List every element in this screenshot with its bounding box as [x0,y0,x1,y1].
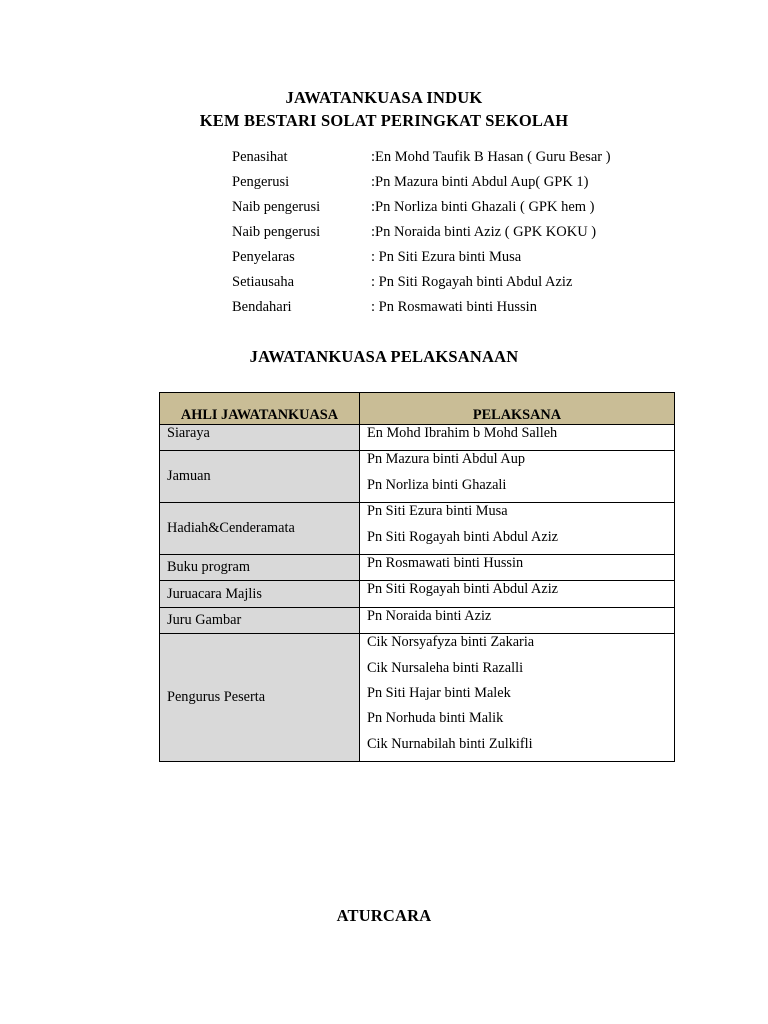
table-row [160,554,675,580]
column-header-executor: PELAKSANA [360,393,675,425]
executor-cell [360,607,675,633]
table-row [160,634,675,762]
committee-role: Juruacara Majlis [160,581,360,607]
executor-name: Cik Norsyafyza binti Zakaria [367,634,535,651]
officer-role: Naib pengerusi [232,224,321,240]
committee-role: Pengurus Peserta [160,634,360,762]
executor-cell [360,451,675,503]
executor-name: Pn Rosmawati binti Hussin [367,554,524,571]
committee-table [159,392,675,762]
executor-cell [360,554,675,580]
officer-role: Naib pengerusi [232,199,321,215]
table-row [160,425,675,451]
executor-name: Pn Norliza binti Ghazali [367,476,507,493]
executor-name: Pn Mazura binti Abdul Aup [367,451,526,468]
section-title-implementation: JAWATANKUASA PELAKSANAAN [249,347,519,366]
committee-role: Jamuan [160,451,360,503]
officer-role: Setiausaha [232,274,295,290]
executor-name: Pn Siti Rogayah binti Abdul Aziz [367,528,559,545]
main-subtitle: KEM BESTARI SOLAT PERINGKAT SEKOLAH [199,111,569,130]
officer-name: :Pn Norliza binti Ghazali ( GPK hem ) [371,199,595,215]
officer-name: :Pn Noraida binti Aziz ( GPK KOKU ) [371,224,597,240]
committee-role: Hadiah&Cenderamata [160,503,360,555]
officer-name: :En Mohd Taufik B Hasan ( Guru Besar ) [371,149,611,165]
executor-name: Pn Siti Rogayah binti Abdul Aziz [367,581,559,598]
table-row [160,581,675,607]
table-row [160,503,675,555]
executor-name: Cik Nursaleha binti Razalli [367,659,524,676]
executor-cell [360,634,675,762]
officer-name: :Pn Mazura binti Abdul Aup( GPK 1) [371,174,589,190]
committee-role: Siaraya [160,425,360,451]
table-header-row [160,393,675,425]
executor-name: Pn Siti Ezura binti Musa [367,503,508,520]
column-header-committee: AHLI JAWATANKUASA [160,393,360,425]
executor-cell [360,581,675,607]
officer-name: : Pn Rosmawati binti Hussin [371,299,537,315]
executor-name: Cik Nurnabilah binti Zulkifli [367,735,533,752]
officer-name: : Pn Siti Rogayah binti Abdul Aziz [371,274,573,290]
executor-name: En Mohd Ibrahim b Mohd Salleh [367,425,558,441]
executor-name: Pn Noraida binti Aziz [367,607,492,624]
table-row [160,607,675,633]
executor-name: Pn Norhuda binti Malik [367,710,504,727]
officer-role: Bendahari [232,299,292,315]
executor-cell [360,425,675,451]
section-title-agenda: ATURCARA [336,906,432,925]
main-title: JAWATANKUASA INDUK [285,88,483,107]
committee-role: Juru Gambar [160,607,360,633]
officer-role: Penyelaras [232,249,295,265]
officer-role: Pengerusi [232,174,290,190]
officer-role: Penasihat [232,149,288,165]
officer-name: : Pn Siti Ezura binti Musa [371,249,522,265]
committee-role: Buku program [160,554,360,580]
table-row [160,451,675,503]
executor-cell [360,503,675,555]
executor-name: Pn Siti Hajar binti Malek [367,684,511,701]
